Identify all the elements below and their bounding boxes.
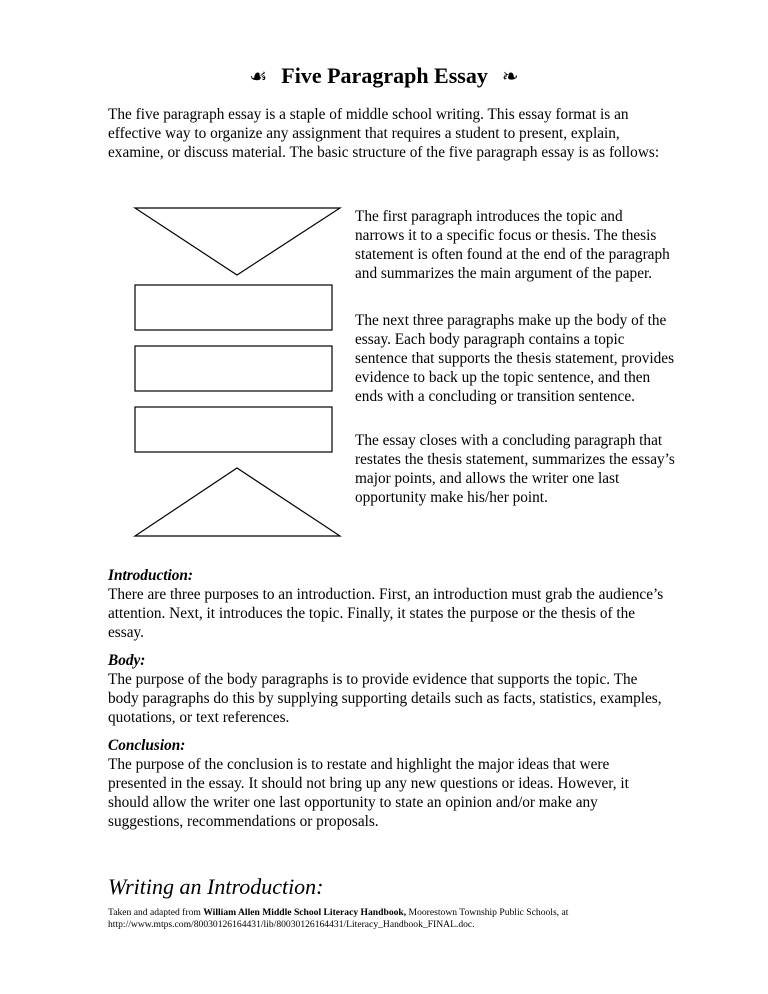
conclusion-section: [108, 736, 668, 831]
first-paragraph-description: The first paragraph introduces the topic and narrows it to a specific focus or thesis. The thesis statement is often found at the end of the paragraph and summarizes the main argument of the paper.: [355, 208, 670, 282]
introduction-triangle: [135, 208, 340, 275]
section-text: There are three purposes to an introduction. First, an introduction must grab the audience’s attention. Next, it introduces the topic. Finally, it states the purpose or the thesis of the essay.: [108, 586, 664, 641]
section-heading: Body:: [108, 652, 146, 669]
footnote-source-title: William Allen Middle School Literacy Handbook,: [203, 907, 407, 918]
left-ornament-icon: ☙: [249, 66, 268, 88]
footnote-prefix: Taken and adapted from: [108, 907, 204, 918]
introduction-section: [108, 566, 668, 642]
body-box-3: [135, 407, 332, 452]
body-box-1: [135, 285, 332, 330]
title-text: Five Paragraph Essay: [281, 63, 488, 88]
conclusion-description: The essay closes with a concluding paragraph that restates the thesis statement, summarizes the essay’s major points, and allows the writer one last opportunity make his/her point.: [355, 432, 675, 506]
section-text: The purpose of the body paragraphs is to provide evidence that supports the topic. The body paragraphs do this by supplying supporting details such as facts, statistics, examples, quotations, or text references.: [108, 671, 662, 726]
section-text: The purpose of the conclusion is to restate and highlight the major ideas that were presented in the essay. It should not bring up any new questions or ideas. However, it should allow the writer one last opportunity to state an opinion and/or make any suggestions, recommendations or proposals.: [108, 756, 629, 830]
source-footnote: [108, 907, 668, 931]
section-heading: Introduction:: [108, 567, 194, 584]
conclusion-triangle: [135, 468, 340, 536]
body-box-2: [135, 346, 332, 391]
body-section: [108, 651, 668, 727]
intro-paragraph: The five paragraph essay is a staple of middle school writing. This essay format is an effective way to organize any assignment that requires a student to present, explain, examine, or discuss material. The basic structure of the five paragraph essay is as follows:: [108, 106, 660, 161]
footnote-suffix: Moorestown Township Public Schools, at http://www.mtps.com/80030126164431/lib/80030126164431/Literacy_Handbook_FINAL.doc.: [108, 907, 569, 930]
next-section-heading: Writing an Introduction:: [108, 874, 324, 899]
right-ornament-icon: ❧: [501, 66, 519, 88]
body-paragraphs-description: The next three paragraphs make up the body of the essay. Each body paragraph contains a topic sentence that supports the thesis statement, provides evidence to back up the topic sentence, and then ends with a concluding or transition sentence.: [355, 312, 675, 405]
section-heading: Conclusion:: [108, 737, 186, 754]
